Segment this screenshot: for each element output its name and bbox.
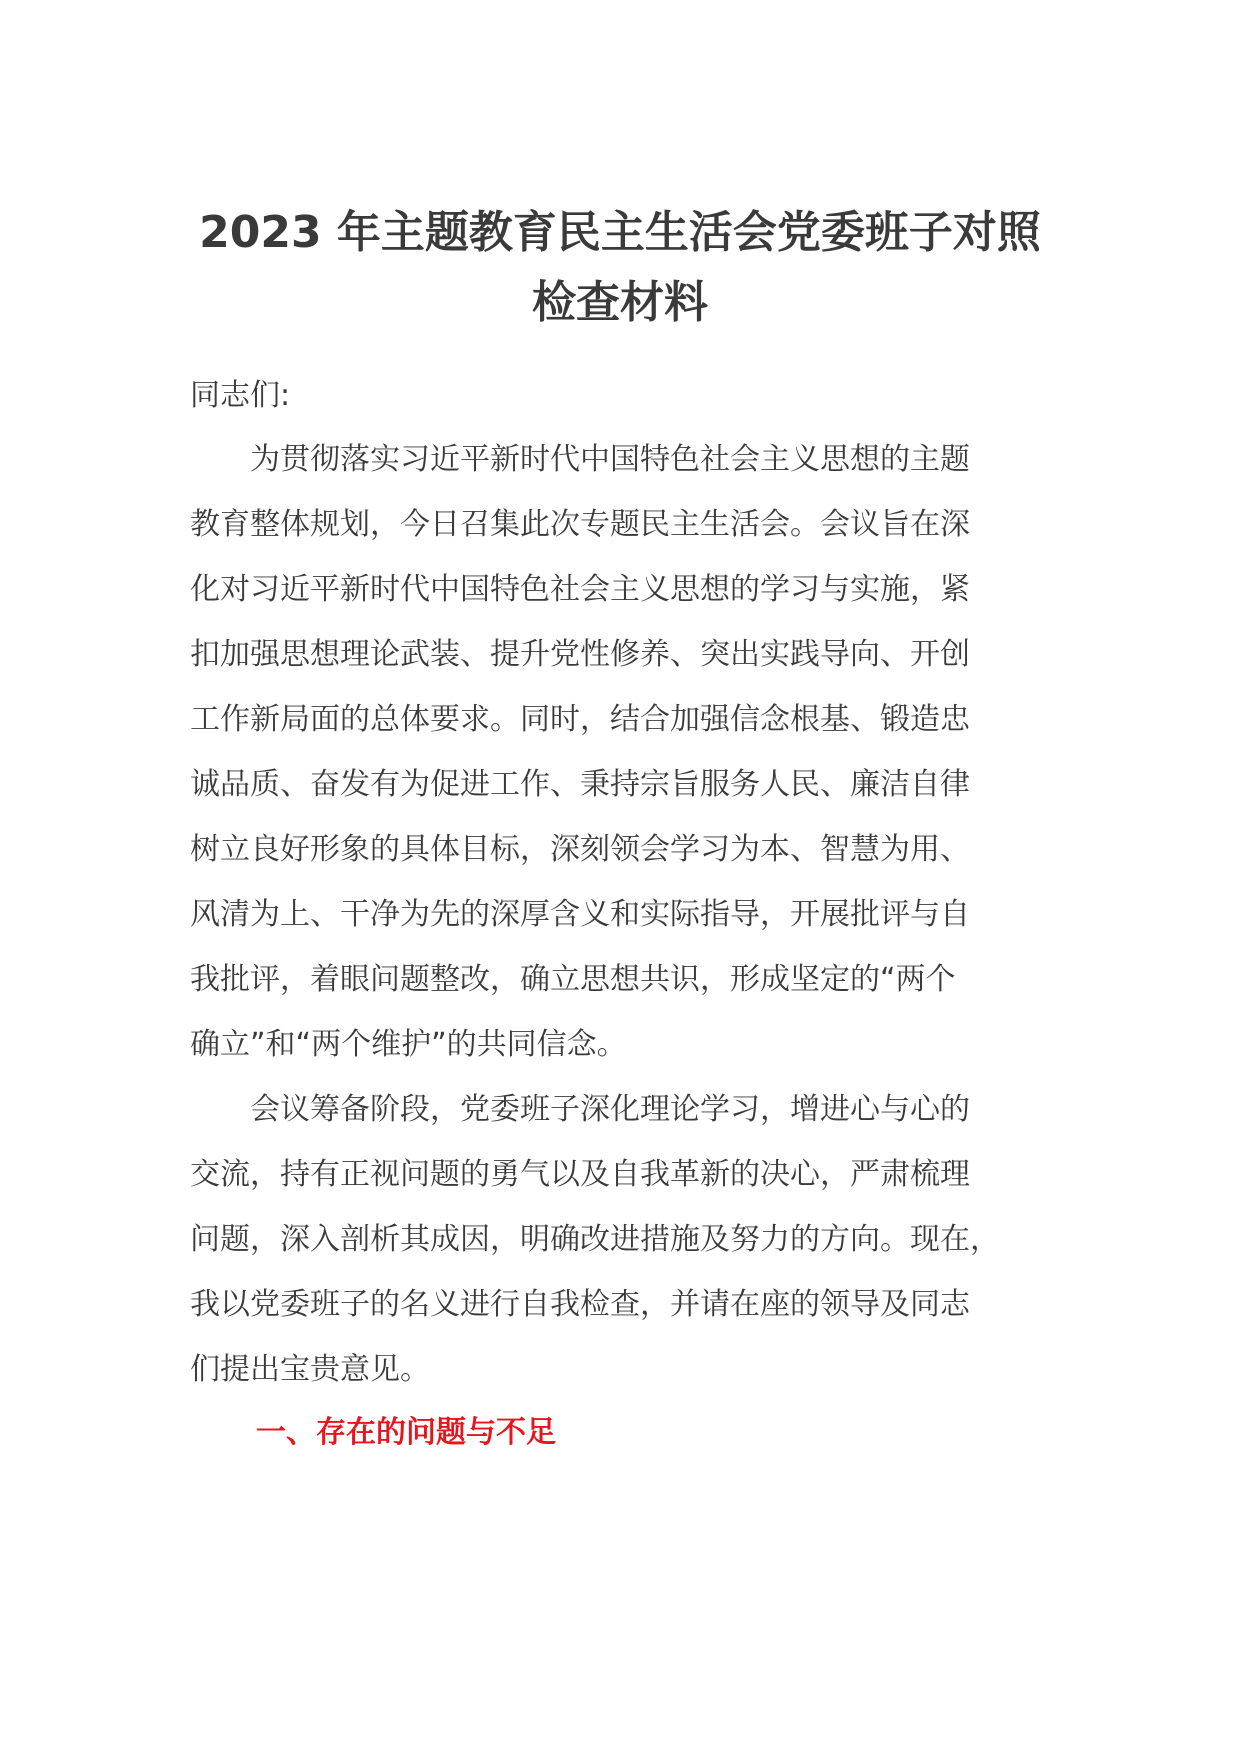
paragraph-line: 诚品质、奋发有为促进工作、秉持宗旨服务人民、廉洁自律 bbox=[190, 767, 970, 802]
paragraph-line: 教育整体规划，今日召集此次专题民主生活会。会议旨在深 bbox=[190, 507, 970, 542]
paragraph-line: 工作新局面的总体要求。同时，结合加强信念根基、锻造忠 bbox=[190, 702, 970, 737]
paragraph-line: 风清为上、干净为先的深厚含义和实际指导，开展批评与自 bbox=[190, 897, 970, 932]
greeting bbox=[190, 363, 1050, 428]
paragraph-line: 问题，深入剖析其成因，明确改进措施及努力的方向。现在， bbox=[190, 1222, 1000, 1257]
paragraph-line: 交流，持有正视问题的勇气以及自我革新的决心，严肃梳理 bbox=[190, 1157, 970, 1192]
paragraph-line: 们提出宝贵意见。 bbox=[190, 1352, 430, 1387]
greeting-text: 同志们: bbox=[190, 378, 291, 413]
paragraph-line: 会议筹备阶段，党委班子深化理论学习，增进心与心的 bbox=[190, 1092, 970, 1127]
section-heading: 一、存在的问题与不足 bbox=[256, 1415, 556, 1450]
paragraph-line: 树立良好形象的具体目标，深刻领会学习为本、智慧为用、 bbox=[190, 832, 970, 867]
paragraph-line: 我批评，着眼问题整改，确立思想共识，形成坚定的“两个 bbox=[190, 962, 956, 997]
document-title bbox=[180, 198, 1060, 338]
paragraph-preparation bbox=[190, 1077, 1050, 1402]
paragraph-line: 化对习近平新时代中国特色社会主义思想的学习与实施，紧 bbox=[190, 572, 970, 607]
title-line: 检查材料 bbox=[532, 277, 708, 328]
paragraph-line: 我以党委班子的名义进行自我检查，并请在座的领导及同志 bbox=[190, 1287, 970, 1322]
title-line: 2023 年主题教育民主生活会党委班子对照 bbox=[199, 207, 1041, 258]
paragraph-line: 为贯彻落实习近平新时代中国特色社会主义思想的主题 bbox=[190, 442, 970, 477]
paragraph-intro bbox=[190, 427, 1050, 1077]
paragraph-line: 确立”和“两个维护”的共同信念。 bbox=[190, 1027, 627, 1062]
paragraph-line: 扣加强思想理论武装、提升党性修养、突出实践导向、开创 bbox=[190, 637, 970, 672]
